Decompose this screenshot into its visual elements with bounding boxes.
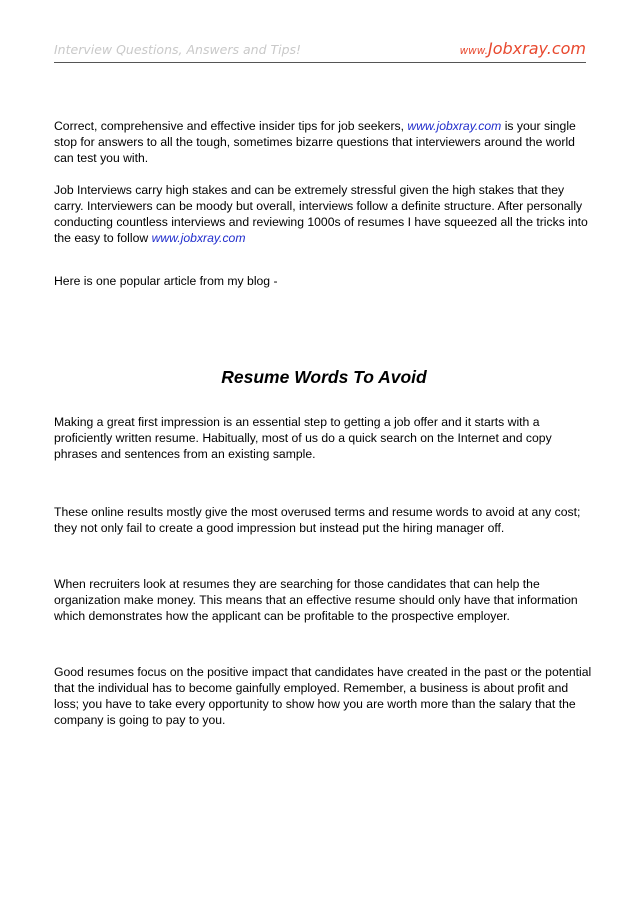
intro-paragraph-2 xyxy=(54,182,594,246)
article-title: Resume Words To Avoid xyxy=(221,367,427,387)
intro-p1-link[interactable]: www.jobxray.com xyxy=(407,119,502,133)
page-header xyxy=(54,32,586,63)
intro-paragraph-1 xyxy=(54,118,594,166)
intro-p2-link[interactable]: www.jobxray.com xyxy=(151,231,246,245)
intro-p1-text-after: is your single stop for answers to all the tough, sometimes bizarre questions that interviewers around the world can test you with. xyxy=(54,119,576,165)
article-paragraph: Making a great first impression is an essential step to getting a job offer and it starts with a proficiently written resume. Habitually, most of us do a quick search on the Internet and copy phrases and sentences from an existing sample. xyxy=(54,415,552,461)
page-content xyxy=(54,118,594,728)
header-site-name: Jobxray.com xyxy=(488,39,586,58)
intro-paragraph-3: Here is one popular article from my blog - xyxy=(54,274,278,288)
intro-p1-text: Correct, comprehensive and effective insider tips for job seekers, xyxy=(54,119,408,133)
intro-p2-text: Job Interviews carry high stakes and can be extremely stressful given the high stakes that they carry. Interviewers can be moody but overall, interviews follow a definite structure. After personally conducting countless interviews and reviewing 1000s of resumes I have squeezed all the tricks into the easy to follow xyxy=(54,183,588,245)
article-paragraph: When recruiters look at resumes they are searching for those candidates that can help the organization make money. This means that an effective resume should only have that information which demonstrates how the applicant can be profitable to the prospective employer. xyxy=(54,577,578,623)
header-site-link[interactable] xyxy=(460,39,586,58)
article-paragraph: These online results mostly give the most overused terms and resume words to avoid at any cost; they not only fail to create a good impression but instead put the hiring manager off. xyxy=(54,505,581,535)
header-site-prefix: www. xyxy=(459,45,488,57)
header-tagline: Interview Questions, Answers and Tips! xyxy=(54,42,302,57)
article-paragraph: Good resumes focus on the positive impact that candidates have created in the past or the potential that the individual has to become gainfully employed. Remember, a business is about profit and loss; you have to take every opportunity to show how you are worth more than the salary that the company is going to pay to you. xyxy=(54,665,592,727)
